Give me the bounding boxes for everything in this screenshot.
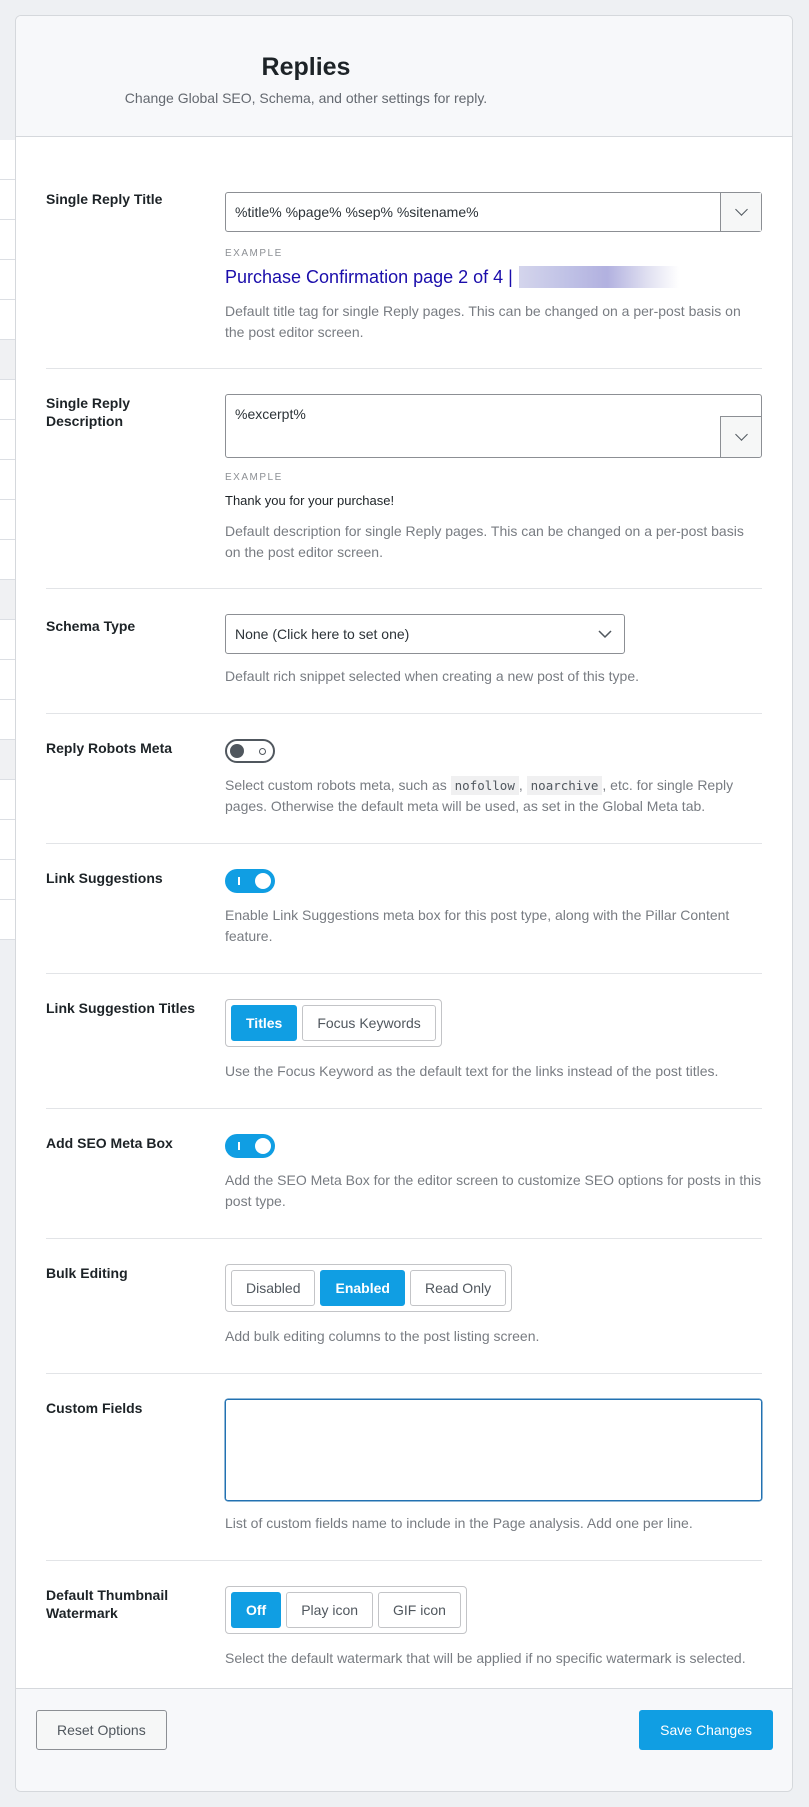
code-noarchive: noarchive xyxy=(527,776,603,795)
reset-options-button[interactable]: Reset Options xyxy=(36,1710,167,1750)
link-suggestions-toggle[interactable] xyxy=(225,869,275,893)
setting-label: Custom Fields xyxy=(46,1400,143,1416)
example-description-preview: Thank you for your purchase! xyxy=(225,493,395,508)
blurred-site-name xyxy=(519,266,679,288)
setting-description: Add bulk editing columns to the post listing screen. xyxy=(225,1328,540,1344)
option-play-icon[interactable]: Play icon xyxy=(286,1592,373,1628)
title-template-input[interactable] xyxy=(225,192,762,232)
link-suggestion-titles-group xyxy=(225,999,442,1047)
thumbnail-watermark-group xyxy=(225,1586,467,1634)
example-title-preview xyxy=(225,266,762,288)
setting-description: List of custom fields name to include in the Page analysis. Add one per line. xyxy=(225,1515,693,1531)
setting-description: Default rich snippet selected when creating a new post of this type. xyxy=(225,668,640,684)
option-off[interactable]: Off xyxy=(231,1592,281,1628)
option-read-only[interactable]: Read Only xyxy=(410,1270,506,1306)
setting-label: Link Suggestions xyxy=(46,870,163,886)
option-disabled[interactable]: Disabled xyxy=(231,1270,315,1306)
setting-label: Default Thumbnail Watermark xyxy=(46,1587,169,1621)
seo-meta-box-toggle[interactable] xyxy=(225,1134,275,1158)
description-template-value[interactable]: %excerpt% xyxy=(235,406,306,422)
variables-dropdown-button[interactable] xyxy=(720,416,761,457)
setting-add-seo-meta-box xyxy=(46,1109,762,1239)
schema-type-value: None (Click here to set one) xyxy=(235,626,410,642)
save-changes-button[interactable]: Save Changes xyxy=(639,1710,773,1750)
option-enabled[interactable]: Enabled xyxy=(320,1270,404,1306)
panel-footer xyxy=(16,1688,792,1791)
page-title: Replies xyxy=(261,53,351,81)
chevron-down-icon xyxy=(735,203,748,216)
chevron-down-icon xyxy=(598,626,612,642)
setting-label: Bulk Editing xyxy=(46,1265,128,1281)
setting-bulk-editing xyxy=(46,1239,762,1374)
setting-custom-fields xyxy=(46,1374,762,1561)
setting-link-suggestions xyxy=(46,844,762,974)
setting-link-suggestion-titles xyxy=(46,974,762,1109)
setting-description: Select custom robots meta, such as nofollow , noarchive , etc. for single Reply pages. Otherwise the default meta will be used, as set in the Global Meta tab. xyxy=(225,777,734,814)
chevron-down-icon xyxy=(735,428,748,441)
setting-label: Single Reply Title xyxy=(46,191,163,207)
setting-single-reply-title xyxy=(46,137,762,369)
setting-description: Default title tag for single Reply pages. This can be changed on a per-post basis on the post editor screen. xyxy=(225,303,741,340)
robots-meta-toggle[interactable] xyxy=(225,739,275,763)
option-gif-icon[interactable]: GIF icon xyxy=(378,1592,461,1628)
setting-label: Link Suggestion Titles xyxy=(46,1000,196,1016)
setting-default-thumbnail-watermark xyxy=(46,1561,762,1695)
custom-fields-textarea[interactable] xyxy=(225,1399,762,1501)
option-focus-keywords[interactable]: Focus Keywords xyxy=(302,1005,435,1041)
background-table-edge xyxy=(0,140,16,1040)
setting-reply-robots-meta xyxy=(46,714,762,844)
bulk-editing-group xyxy=(225,1264,512,1312)
setting-label: Add SEO Meta Box xyxy=(46,1135,173,1151)
page-subtitle: Change Global SEO, Schema, and other settings for reply. xyxy=(124,90,488,106)
example-label: EXAMPLE xyxy=(225,248,283,259)
setting-description: Enable Link Suggestions meta box for this post type, along with the Pillar Content feature. xyxy=(225,907,730,944)
setting-label: Single Reply Description xyxy=(46,395,131,429)
code-nofollow: nofollow xyxy=(451,776,519,795)
setting-label: Reply Robots Meta xyxy=(46,740,173,756)
description-template-input[interactable] xyxy=(225,394,762,458)
setting-single-reply-description xyxy=(46,369,762,589)
example-label: EXAMPLE xyxy=(225,472,283,483)
settings-panel xyxy=(15,15,793,1792)
option-titles[interactable]: Titles xyxy=(231,1005,297,1041)
example-title-text: Purchase Confirmation page 2 of 4 | xyxy=(225,266,513,287)
setting-label: Schema Type xyxy=(46,618,136,634)
panel-header xyxy=(16,16,792,137)
title-template-value[interactable]: %title% %page% %sep% %sitename% xyxy=(235,204,479,220)
setting-description: Select the default watermark that will be applied if no specific watermark is selected. xyxy=(225,1650,746,1666)
setting-description: Default description for single Reply pages. This can be changed on a per-post basis on the post editor screen. xyxy=(225,523,744,560)
schema-type-select[interactable] xyxy=(225,614,625,654)
setting-schema-type xyxy=(46,589,762,714)
variables-dropdown-button[interactable] xyxy=(720,193,761,231)
setting-description: Add the SEO Meta Box for the editor screen to customize SEO options for posts in this post type. xyxy=(225,1172,762,1209)
setting-description: Use the Focus Keyword as the default text for the links instead of the post titles. xyxy=(225,1063,719,1079)
